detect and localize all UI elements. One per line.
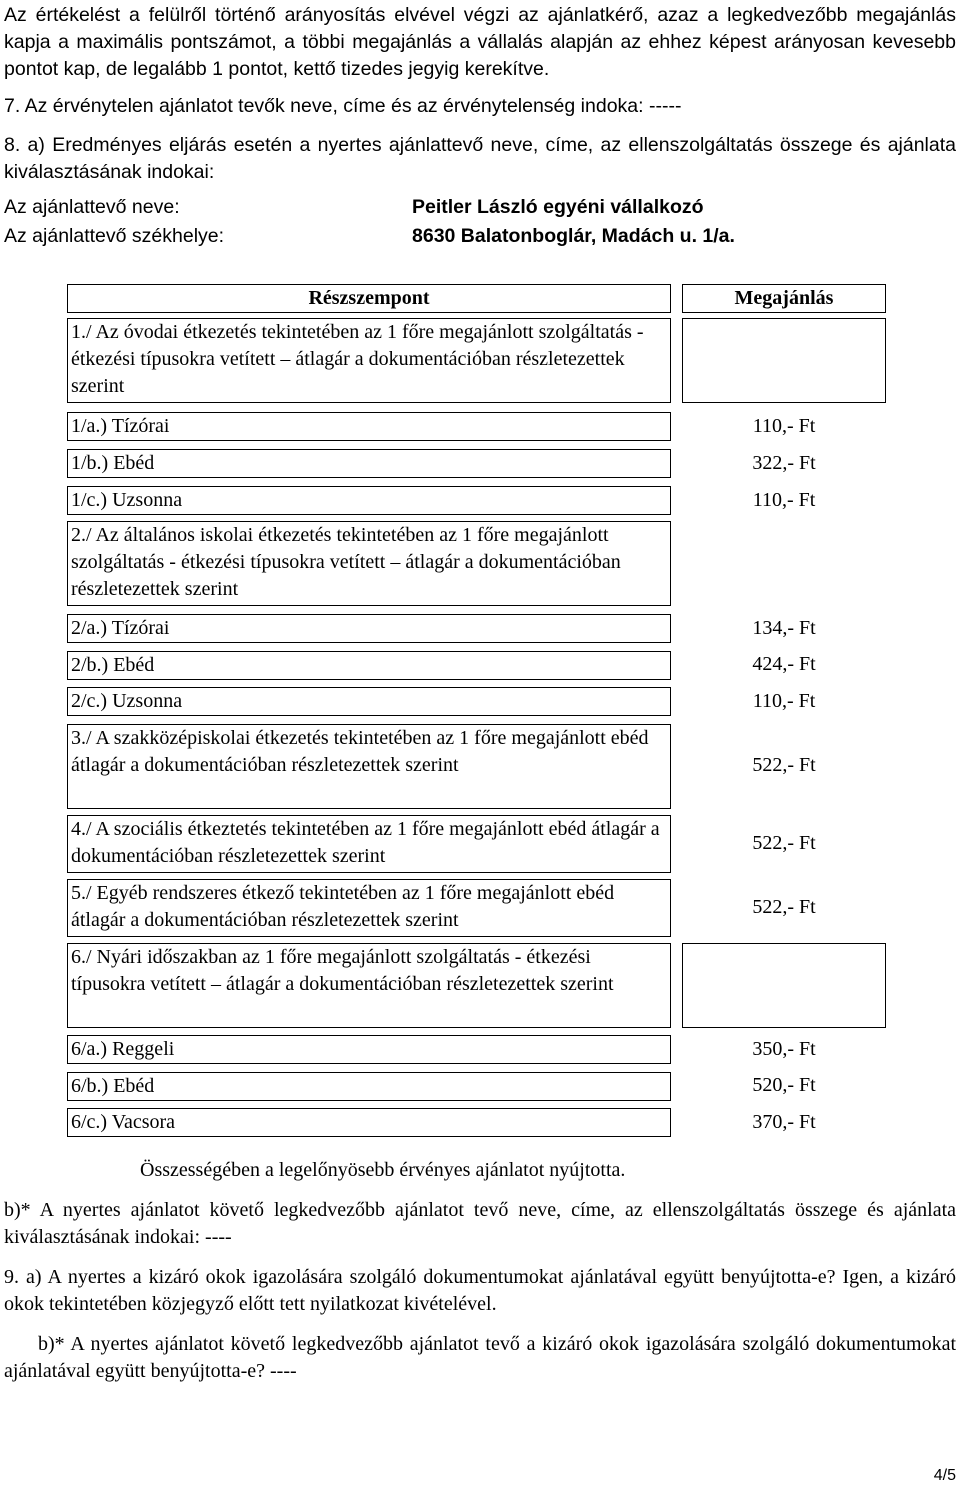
table-row-value: 424,- Ft <box>752 653 816 675</box>
table-row-value: 134,- Ft <box>752 617 816 639</box>
table-row-label: 2/b.) Ebéd <box>67 651 671 680</box>
table-row-label: 2./ Az általános iskolai étkezetés tekintetében az 1 főre megajánlott szolgáltatás - étkezési típusokra vetített – átlagár a dokumentációban részletezettek szerint <box>67 521 671 606</box>
bidder-seat-value: 8630 Balatonboglár, Madách u. 1/a. <box>412 225 735 247</box>
table-header-offer: Megajánlás <box>682 284 886 313</box>
table-row-label: 6/a.) Reggeli <box>67 1035 671 1064</box>
table-row-label: 3./ A szakközépiskolai étkezetés tekintetében az 1 főre megajánlott ebéd átlagár a dokumentációban részletezettek szerint <box>67 724 671 809</box>
table-row-value: 350,- Ft <box>752 1038 816 1060</box>
bidder-seat-label: Az ajánlattevő székhelye: <box>4 225 225 247</box>
table-row-value: 322,- Ft <box>752 452 816 474</box>
bidder-name-value: Peitler László egyéni vállalkozó <box>412 196 704 218</box>
table-row-value: 522,- Ft <box>752 896 816 918</box>
table-row-label: 6/c.) Vacsora <box>67 1108 671 1137</box>
table-row-value: 370,- Ft <box>752 1111 816 1133</box>
table-row-value-cell <box>682 318 886 403</box>
section-9b: b)* A nyertes ajánlatot követő legkedvezőbb ajánlatot tevő a kizáró okok igazolására szolgáló dokumentumokat ajánlatával együtt benyújtotta-e? ---- <box>4 1333 956 1382</box>
table-header-criteria: Részszempont <box>67 284 671 313</box>
table-row-label: 1/a.) Tízórai <box>67 412 671 441</box>
table-row-value: 520,- Ft <box>752 1074 816 1096</box>
table-row-value-cell <box>682 943 886 1028</box>
table-row-value: 110,- Ft <box>752 489 816 511</box>
summary-text: Összességében a legelőnyösebb érvényes ajánlatot nyújtotta. <box>140 1159 626 1181</box>
section-8b: b)* A nyertes ajánlatot követő legkedvezőbb ajánlatot tevő neve, címe, az ellenszolgáltatás összege és ajánlata kiválasztásának indokai: ---- <box>4 1199 956 1248</box>
section-8a: 8. a) Eredményes eljárás esetén a nyertes ajánlattevő neve, címe, az ellenszolgáltatás összege és ajánlata kiválasztásának indokai: <box>4 134 956 183</box>
table-row-label: 1/c.) Uzsonna <box>67 486 671 515</box>
table-row-label: 1/b.) Ebéd <box>67 449 671 478</box>
bidder-name-label: Az ajánlattevő neve: <box>4 196 180 218</box>
table-row-label: 4./ A szociális étkeztetés tekintetében az 1 főre megajánlott ebéd átlagár a dokumentációban részletezettek szerint <box>67 815 671 873</box>
table-row-value: 522,- Ft <box>752 754 816 776</box>
table-row-value: 522,- Ft <box>752 832 816 854</box>
table-row-label: 1./ Az óvodai étkezetés tekintetében az 1 főre megajánlott szolgáltatás - étkezési típusokra vetített – átlagár a dokumentációban részletezettek szerint <box>67 318 671 403</box>
section-7: 7. Az érvénytelen ajánlatot tevők neve, címe és az érvénytelenség indoka: ----- <box>4 95 682 117</box>
table-row-label: 6./ Nyári időszakban az 1 főre megajánlott szolgáltatás - étkezési típusokra vetített – átlagár a dokumentációban részletezettek szerint <box>67 943 671 1028</box>
page-number: 4/5 <box>933 1467 956 1484</box>
table-row-value: 110,- Ft <box>752 690 816 712</box>
table-row-value: 110,- Ft <box>752 415 816 437</box>
table-row-label: 2/a.) Tízórai <box>67 614 671 643</box>
intro-paragraph: Az értékelést a felülről történő arányosítás elvével végzi az ajánlatkérő, azaz a legkedvezőbb megajánlás kapja a maximális pontszámot, a többi megajánlás a vállalás alapján az ehhez képest arányosan kevesebb pontot kap, de legalább 1 pontot, kettő tizedes jegyig kerekítve. <box>4 4 956 80</box>
table-row-label: 6/b.) Ebéd <box>67 1072 671 1101</box>
table-row-label: 2/c.) Uzsonna <box>67 687 671 716</box>
section-9a: 9. a) A nyertes a kizáró okok igazolására szolgáló dokumentumokat ajánlatával együtt benyújtotta-e? Igen, a kizáró okok tekintetében közjegyző előtt tett nyilatkozat kivételével. <box>4 1266 956 1315</box>
table-row-label: 5./ Egyéb rendszeres étkező tekintetében az 1 főre megajánlott ebéd átlagár a dokumentációban részletezettek szerint <box>67 879 671 937</box>
